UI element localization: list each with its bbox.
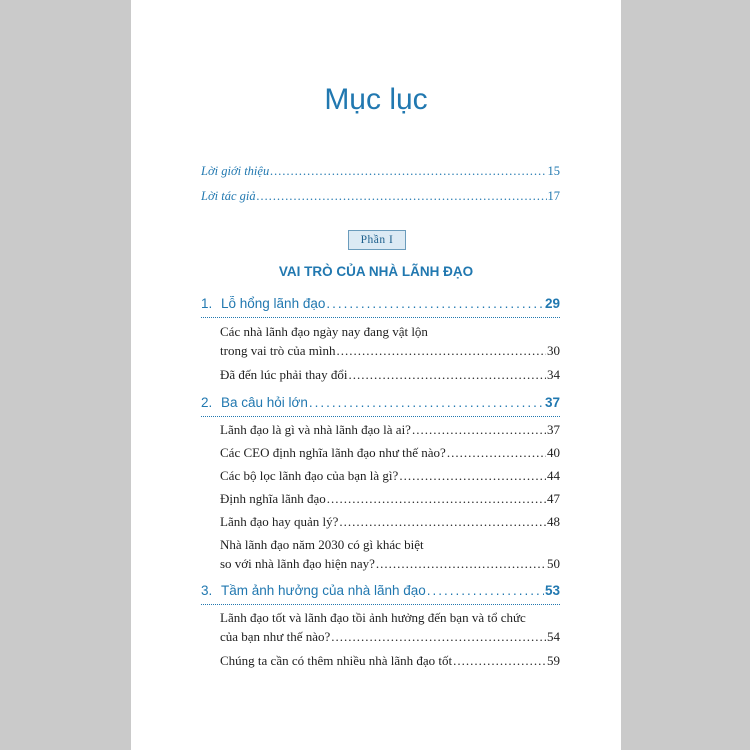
section-entry xyxy=(220,422,560,438)
leader-dots xyxy=(331,629,546,645)
toc-entry-page: 15 xyxy=(547,164,560,178)
section-page: 54 xyxy=(547,629,560,644)
section-entry xyxy=(220,514,560,530)
section-entry xyxy=(220,556,560,572)
chapter-page: 53 xyxy=(544,583,560,598)
chapter-number: 2. xyxy=(201,395,213,410)
toc-entry-author-note xyxy=(201,189,560,204)
section-page: 30 xyxy=(547,343,560,358)
leader-dots xyxy=(337,343,546,359)
section-title: so với nhà lãnh đạo hiện nay? xyxy=(220,556,375,571)
section-title: của bạn như thế nào? xyxy=(220,629,331,644)
leader-dots xyxy=(326,296,544,311)
toc-entry-label: Lời giới thiệu xyxy=(201,164,270,178)
chapter-page: 29 xyxy=(544,296,560,311)
chapter-2 xyxy=(201,395,560,410)
chapter-divider xyxy=(201,416,560,417)
leader-dots xyxy=(270,164,546,179)
book-page xyxy=(131,0,621,750)
section-entry xyxy=(220,653,560,669)
section-title: Đã đến lúc phải thay đổi xyxy=(220,367,348,382)
section-entry xyxy=(220,367,560,383)
chapter-number: 3. xyxy=(201,583,213,598)
chapter-divider xyxy=(201,317,560,318)
section-title-line1: Các nhà lãnh đạo ngày nay đang vật lộn xyxy=(220,324,428,339)
chapter-number: 1. xyxy=(201,296,213,311)
section-entry xyxy=(220,491,560,507)
leader-dots xyxy=(412,422,546,438)
leader-dots xyxy=(339,514,546,530)
toc-entry-page: 17 xyxy=(547,189,560,203)
section-page: 44 xyxy=(547,468,560,483)
leader-dots xyxy=(399,468,546,484)
toc-entry-intro xyxy=(201,164,560,179)
section-title: Các CEO định nghĩa lãnh đạo như thế nào? xyxy=(220,445,446,460)
chapter-title: Lỗ hổng lãnh đạo xyxy=(221,296,326,311)
chapter-3 xyxy=(201,583,560,598)
section-title: Chúng ta cần có thêm nhiều nhà lãnh đạo tốt xyxy=(220,653,453,668)
section-title: trong vai trò của mình xyxy=(220,343,336,358)
section-title: Lãnh đạo hay quản lý? xyxy=(220,514,339,529)
chapter-1 xyxy=(201,296,560,311)
leader-dots xyxy=(447,445,546,461)
section-title-line1: Nhà lãnh đạo năm 2030 có gì khác biệt xyxy=(220,537,424,552)
chapter-page: 37 xyxy=(544,395,560,410)
leader-dots xyxy=(327,491,546,507)
leader-dots xyxy=(257,189,547,204)
leader-dots xyxy=(376,556,546,572)
section-page: 47 xyxy=(547,491,560,506)
section-page: 48 xyxy=(547,514,560,529)
chapter-title: Tầm ảnh hưởng của nhà lãnh đạo xyxy=(221,583,426,598)
section-entry xyxy=(220,445,560,461)
section-page: 59 xyxy=(547,653,560,668)
section-title: Lãnh đạo là gì và nhà lãnh đạo là ai? xyxy=(220,422,411,437)
leader-dots xyxy=(453,653,546,669)
section-title-line1: Lãnh đạo tốt và lãnh đạo tồi ảnh hưởng đến bạn và tổ chức xyxy=(220,610,526,625)
section-title: Định nghĩa lãnh đạo xyxy=(220,491,326,506)
part-label: Phần I xyxy=(348,230,406,250)
leader-dots xyxy=(427,583,544,598)
section-title: Các bộ lọc lãnh đạo của bạn là gì? xyxy=(220,468,399,483)
chapter-divider xyxy=(201,604,560,605)
section-page: 50 xyxy=(547,556,560,571)
leader-dots xyxy=(348,367,546,383)
section-entry xyxy=(220,468,560,484)
page-title: Mục lục xyxy=(324,83,428,116)
toc-entry-label: Lời tác giả xyxy=(201,189,256,203)
section-page: 34 xyxy=(547,367,560,382)
section-page: 40 xyxy=(547,445,560,460)
part-title: VAI TRÒ CỦA NHÀ LÃNH ĐẠO xyxy=(278,264,474,279)
section-entry xyxy=(220,343,560,359)
leader-dots xyxy=(309,395,544,410)
section-page: 37 xyxy=(547,422,560,437)
section-entry xyxy=(220,629,560,645)
chapter-title: Ba câu hỏi lớn xyxy=(221,395,308,410)
